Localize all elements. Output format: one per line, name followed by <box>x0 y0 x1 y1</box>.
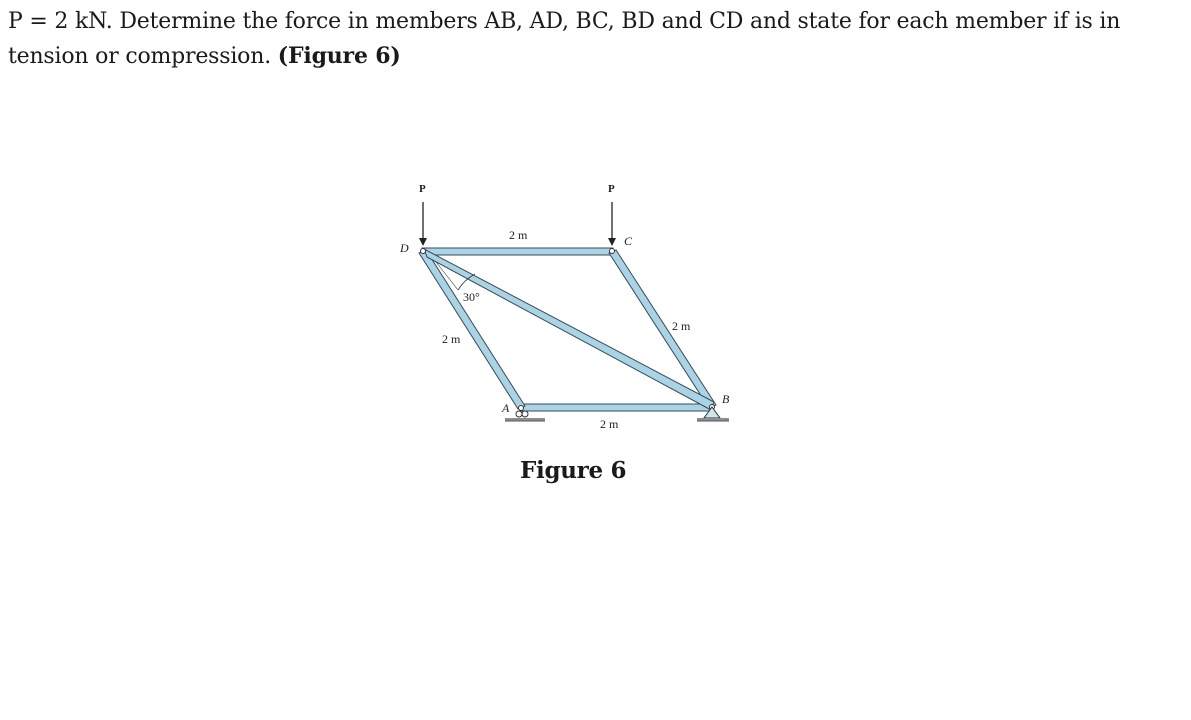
dim-label-top: 2 m <box>509 228 528 242</box>
load-label-p-right: P <box>608 183 615 195</box>
joint-label-a: A <box>502 401 510 415</box>
member-ab <box>520 404 712 411</box>
joint-label-b: B <box>722 392 730 406</box>
load-arrow-d <box>419 202 427 246</box>
pin-d <box>421 249 426 254</box>
load-label-p-left: P <box>419 183 426 195</box>
angle-label: 30° <box>463 290 480 304</box>
problem-text: P = 2 kN. Determine the force in members AB, AD, BC, BD and CD and state for each member if is in tension or compression. <box>8 9 1121 69</box>
figure-caption: Figure 6 <box>520 457 627 484</box>
pin-c <box>610 249 615 254</box>
load-arrow-c <box>608 202 616 246</box>
member-dc <box>422 248 613 255</box>
figure-reference: (Figure 6) <box>277 43 401 69</box>
dim-label-left: 2 m <box>442 332 461 346</box>
dim-label-bottom: 2 m <box>600 417 619 431</box>
joint-label-d: D <box>400 241 409 255</box>
joint-label-c: C <box>624 234 633 248</box>
support-a <box>505 411 545 421</box>
pin-a <box>519 406 524 411</box>
dim-label-right: 2 m <box>672 319 691 333</box>
